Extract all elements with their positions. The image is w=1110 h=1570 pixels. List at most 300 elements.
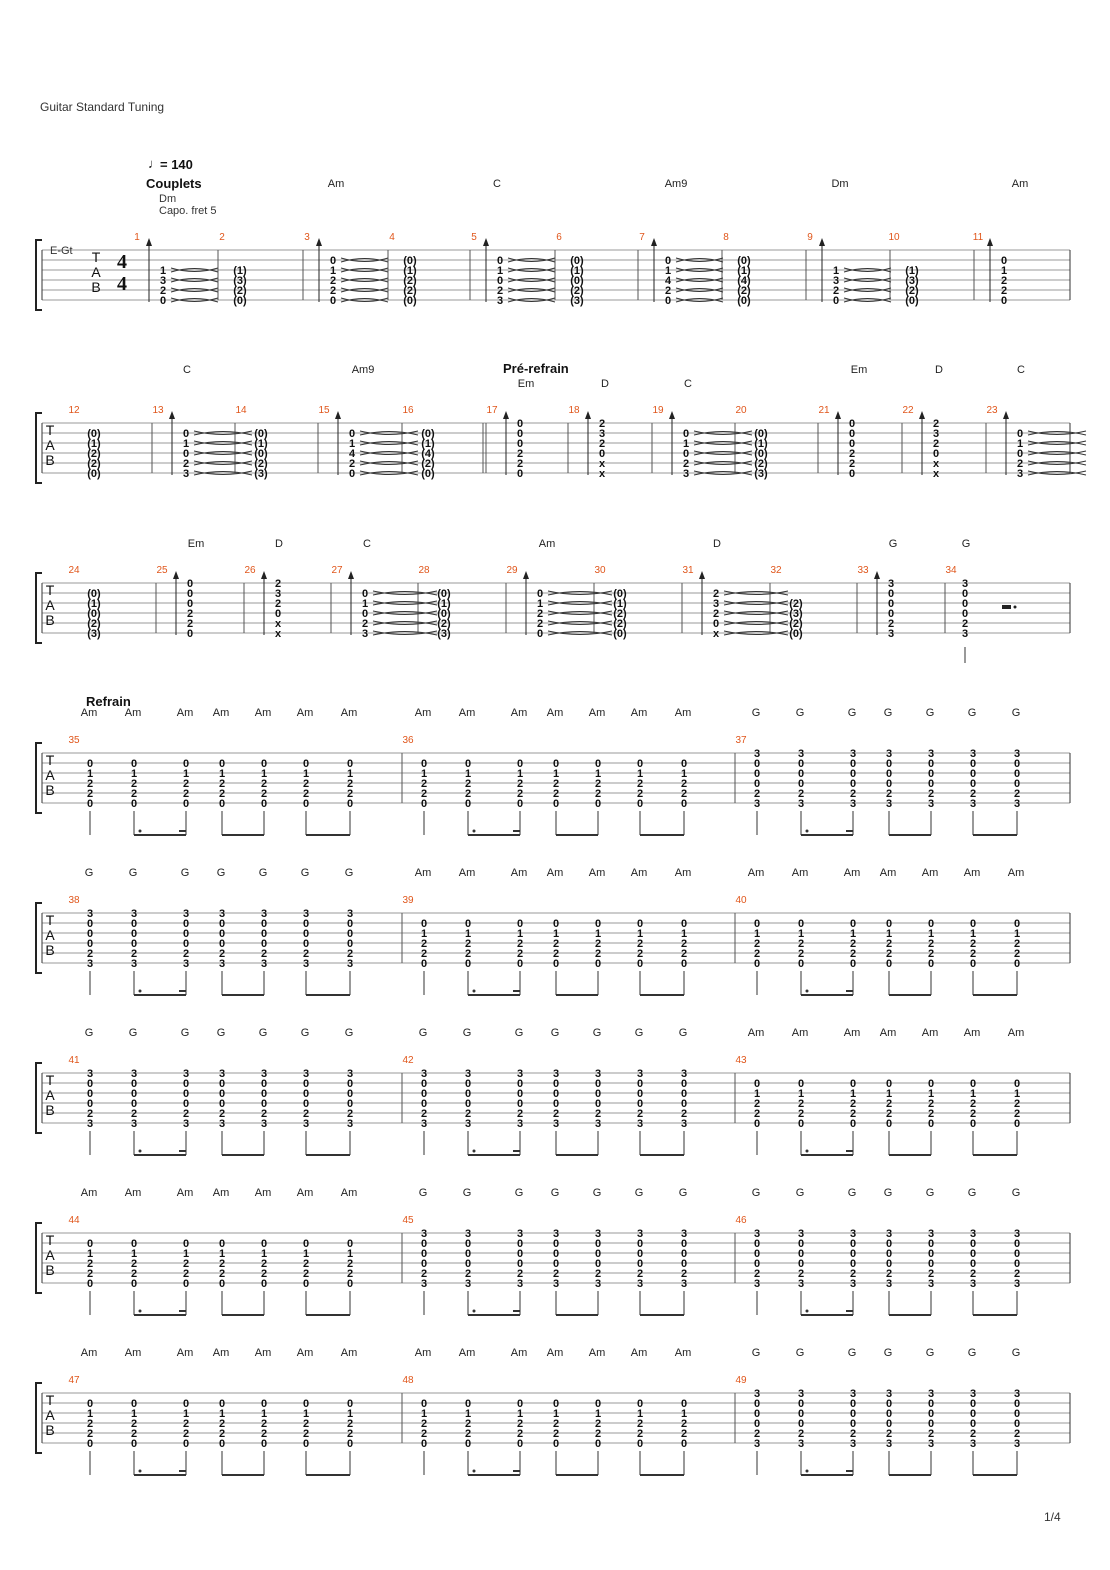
fret-number: 1 [346, 768, 354, 780]
dotted-note-dot [473, 830, 476, 833]
tab-letter-b: B [45, 1422, 55, 1438]
fret-number: 2 [552, 948, 560, 960]
fret-number: (2) [789, 598, 803, 610]
fret-number: 2 [130, 788, 138, 800]
chord-name: Dm [831, 178, 849, 190]
fret-number: 0 [849, 1408, 857, 1420]
fret-number: 3 [927, 1278, 935, 1290]
fret-number: 0 [218, 938, 226, 950]
fret-number: 2 [130, 1258, 138, 1270]
fret-number: 0 [636, 758, 644, 770]
fret-number: 2 [536, 608, 544, 620]
fret-number: 0 [885, 1258, 893, 1270]
fret-number: (0) [613, 628, 627, 640]
fret-number: 3 [712, 598, 720, 610]
chord-name: Am [80, 1187, 98, 1199]
bar-number: 48 [402, 1375, 414, 1386]
chord-name: G [418, 1187, 428, 1199]
page-number: 1/4 [1044, 1510, 1061, 1524]
fret-number: 0 [182, 928, 190, 940]
fret-number: 1 [464, 1408, 472, 1420]
fret-number: 3 [86, 958, 94, 970]
fret-number: x [598, 458, 606, 470]
fret-number: 2 [329, 275, 337, 287]
fret-number: 2 [464, 938, 472, 950]
fret-number: 0 [969, 1238, 977, 1250]
section-label-couplets: Couplets [146, 176, 202, 191]
fret-number: 0 [182, 448, 190, 460]
fret-number: 0 [753, 1118, 761, 1130]
fret-number: 1 [496, 265, 504, 277]
fret-number: (2) [403, 275, 417, 287]
fret-number: 2 [932, 418, 940, 430]
fret-number: 0 [420, 958, 428, 970]
fret-number: 3 [218, 908, 226, 920]
fret-number: 0 [887, 608, 895, 620]
bar-number: 23 [986, 405, 998, 416]
chord-name: G [795, 1347, 805, 1359]
fret-number: 1 [86, 768, 94, 780]
fret-number: 1 [348, 438, 356, 450]
fret-number: 2 [516, 1268, 524, 1280]
fret-number: 1 [182, 1248, 190, 1260]
strum-arrow-head [987, 238, 993, 246]
fret-number: 2 [130, 948, 138, 960]
fret-number: 2 [536, 618, 544, 630]
fret-number: 3 [932, 428, 940, 440]
chord-name: G [550, 1027, 560, 1039]
fret-number: 0 [552, 758, 560, 770]
bar-number: 22 [902, 405, 914, 416]
fret-number: (2) [570, 285, 584, 297]
fret-number: 3 [496, 295, 504, 307]
fret-number: 0 [552, 1248, 560, 1260]
fret-number: 0 [536, 588, 544, 600]
chord-name: G [678, 1027, 688, 1039]
fret-number: 0 [361, 588, 369, 600]
fret-number: (2) [254, 458, 268, 470]
fret-number: 0 [885, 1408, 893, 1420]
fret-number: 3 [86, 908, 94, 920]
tab-letter-b: B [45, 612, 55, 628]
fret-number: 2 [887, 618, 895, 630]
fret-number: 2 [885, 1098, 893, 1110]
fret-number: 3 [636, 1118, 644, 1130]
chord-name: G [514, 1187, 524, 1199]
chord-name: Am [212, 1347, 230, 1359]
fret-number: 1 [218, 1408, 226, 1420]
fret-number: 0 [302, 928, 310, 940]
fret-number: 0 [516, 1398, 524, 1410]
strum-arrow-head [1003, 411, 1009, 419]
system-bracket [36, 573, 42, 643]
chord-name: C [363, 538, 371, 550]
fret-number: 1 [260, 768, 268, 780]
fret-number: (1) [87, 438, 101, 450]
fret-number: (3) [905, 275, 919, 287]
fret-number: 3 [346, 908, 354, 920]
fret-number: 2 [182, 1268, 190, 1280]
fret-number: (0) [421, 468, 435, 480]
fret-number: 3 [594, 1068, 602, 1080]
fret-number: 0 [927, 1118, 935, 1130]
fret-number: 0 [680, 1098, 688, 1110]
fret-number: 0 [1000, 295, 1008, 307]
fret-number: 2 [885, 1268, 893, 1280]
fret-number: 2 [420, 938, 428, 950]
chord-name: D [935, 364, 943, 376]
fret-number: 3 [753, 798, 761, 810]
fret-number: 2 [1013, 788, 1021, 800]
fret-number: 3 [969, 798, 977, 810]
fret-number: 0 [969, 918, 977, 930]
fret-number: 0 [927, 1258, 935, 1270]
fret-number: 2 [130, 1108, 138, 1120]
fret-number: 0 [182, 918, 190, 930]
fret-number: x [932, 468, 940, 480]
fret-number: 0 [753, 1408, 761, 1420]
fret-number: 3 [969, 1388, 977, 1400]
fret-number: 2 [420, 1268, 428, 1280]
fret-number: 0 [636, 1238, 644, 1250]
fret-number: 0 [182, 758, 190, 770]
fret-number: 3 [464, 1118, 472, 1130]
fret-number: 1 [753, 1088, 761, 1100]
tab-letter-a: A [45, 1087, 55, 1103]
strum-arrow-head [146, 238, 152, 246]
fret-number: (2) [737, 285, 751, 297]
chord-name: Am [327, 178, 345, 190]
fret-number: 0 [961, 608, 969, 620]
fret-number: 2 [260, 1428, 268, 1440]
fret-number: 0 [594, 1088, 602, 1100]
fret-number: 1 [346, 1248, 354, 1260]
fret-number: 0 [1013, 1078, 1021, 1090]
fret-number: 3 [885, 1438, 893, 1450]
bar-number: 37 [735, 735, 747, 746]
fret-number: 3 [274, 588, 282, 600]
fret-number: 0 [464, 798, 472, 810]
fret-number: 3 [797, 1388, 805, 1400]
fret-number: (0) [570, 255, 584, 267]
fret-number: 2 [552, 1268, 560, 1280]
chord-name: G [883, 1187, 893, 1199]
fret-number: 0 [961, 588, 969, 600]
fret-number: (1) [905, 265, 919, 277]
fret-number: 0 [961, 598, 969, 610]
fret-number: (3) [789, 608, 803, 620]
instrument-name: E-Gt [50, 245, 73, 257]
fret-number: (2) [613, 618, 627, 630]
fret-number: 0 [420, 1438, 428, 1450]
fret-number: 0 [797, 1398, 805, 1410]
strum-arrow-head [651, 238, 657, 246]
fret-number: 2 [302, 1418, 310, 1430]
fret-number: 0 [680, 1258, 688, 1270]
fret-number: 0 [464, 958, 472, 970]
fret-number: 0 [680, 1078, 688, 1090]
fret-number: 0 [753, 1258, 761, 1270]
fret-number: 0 [636, 1258, 644, 1270]
fret-number: 0 [885, 768, 893, 780]
strum-arrow-head [348, 571, 354, 579]
chord-name: Am [791, 1027, 809, 1039]
fret-number: 2 [420, 1108, 428, 1120]
chord-name: Am [254, 1347, 272, 1359]
chord-name: G [634, 1027, 644, 1039]
fret-number: 3 [361, 628, 369, 640]
chord-name: Am [80, 1347, 98, 1359]
fret-number: 3 [969, 1228, 977, 1240]
fret-number: 0 [552, 1078, 560, 1090]
fret-number: 2 [797, 788, 805, 800]
fret-number: 2 [636, 1428, 644, 1440]
fret-number: 0 [1013, 1408, 1021, 1420]
bar-number: 2 [219, 232, 225, 243]
fret-number: 2 [832, 285, 840, 297]
fret-number: 3 [682, 468, 690, 480]
fret-number: 0 [1013, 1238, 1021, 1250]
fret-number: 0 [218, 1078, 226, 1090]
fret-number: 0 [594, 1238, 602, 1250]
tab-letter-a: A [45, 1247, 55, 1263]
fret-number: 2 [849, 788, 857, 800]
fret-number: 2 [680, 1108, 688, 1120]
fret-number: (2) [421, 458, 435, 470]
fret-number: 0 [680, 918, 688, 930]
fret-number: 0 [680, 1248, 688, 1260]
fret-number: 0 [1000, 255, 1008, 267]
fret-number: 2 [680, 1268, 688, 1280]
fret-number: 3 [680, 1228, 688, 1240]
fret-number: 0 [885, 1398, 893, 1410]
fret-number: 2 [552, 1108, 560, 1120]
fret-number: 2 [636, 788, 644, 800]
fret-number: 2 [130, 1418, 138, 1430]
fret-number: 3 [130, 958, 138, 970]
chord-name: G [795, 707, 805, 719]
chord-name: Am [674, 1347, 692, 1359]
fret-number: 0 [260, 1098, 268, 1110]
fret-number: 1 [927, 928, 935, 940]
fret-number: (2) [233, 285, 247, 297]
chord-name: G [216, 867, 226, 879]
dotted-note-dot [139, 1310, 142, 1313]
fret-number: 0 [927, 958, 935, 970]
fret-number: (1) [754, 438, 768, 450]
fret-number: 0 [302, 938, 310, 950]
system-bracket [36, 1223, 42, 1293]
fret-number: 3 [182, 1068, 190, 1080]
fret-number: 2 [753, 1428, 761, 1440]
dotted-note-dot [473, 1150, 476, 1153]
tab-letter-b: B [45, 782, 55, 798]
fret-number: 0 [516, 428, 524, 440]
bar-number: 11 [972, 232, 984, 243]
fret-number: 2 [346, 1428, 354, 1440]
fret-number: 1 [86, 1248, 94, 1260]
tab-letter-t: T [45, 582, 55, 598]
fret-number: 0 [302, 918, 310, 930]
chord-name: G [795, 1187, 805, 1199]
tab-letter-a: A [45, 767, 55, 783]
fret-number: 1 [552, 928, 560, 940]
fret-number: (1) [87, 598, 101, 610]
fret-number: 0 [1013, 1118, 1021, 1130]
fret-number: 2 [516, 938, 524, 950]
chord-name: Am [879, 867, 897, 879]
fret-number: (0) [737, 255, 751, 267]
fret-number: (3) [87, 628, 101, 640]
fret-number: 0 [182, 1088, 190, 1100]
fret-number: 0 [464, 1258, 472, 1270]
fret-number: 0 [182, 1278, 190, 1290]
fret-number: 0 [346, 1398, 354, 1410]
fret-number: 1 [159, 265, 167, 277]
tab-letter-b: B [91, 279, 101, 295]
fret-number: 0 [260, 1238, 268, 1250]
fret-number: 0 [969, 1248, 977, 1260]
fret-number: 3 [464, 1278, 472, 1290]
chord-name: G [925, 1347, 935, 1359]
fret-number: 2 [594, 1428, 602, 1440]
fret-number: 0 [797, 1258, 805, 1270]
fret-number: 0 [797, 1078, 805, 1090]
chord-name: Am [340, 1187, 358, 1199]
fret-number: 0 [464, 918, 472, 930]
fret-number: 3 [927, 748, 935, 760]
fret-number: 0 [594, 1438, 602, 1450]
fret-number: 0 [348, 428, 356, 440]
fret-number: (1) [737, 265, 751, 277]
fret-number: 2 [464, 948, 472, 960]
fret-number: 0 [464, 1088, 472, 1100]
fret-number: 2 [680, 778, 688, 790]
fret-number: 0 [260, 1078, 268, 1090]
fret-number: 0 [516, 1258, 524, 1270]
fret-number: 0 [969, 758, 977, 770]
fret-number: 1 [329, 265, 337, 277]
fret-number: 2 [464, 1268, 472, 1280]
fret-number: 0 [594, 1258, 602, 1270]
fret-number: 0 [969, 1078, 977, 1090]
fret-number: (2) [87, 618, 101, 630]
fret-number: (0) [254, 428, 268, 440]
fret-number: 0 [594, 1098, 602, 1110]
fret-number: 1 [885, 1088, 893, 1100]
fret-number: 0 [302, 1278, 310, 1290]
fret-number: 0 [1013, 758, 1021, 770]
fret-number: 1 [797, 928, 805, 940]
fret-number: 3 [182, 468, 190, 480]
fret-number: 0 [260, 938, 268, 950]
chord-name: G [1011, 1187, 1021, 1199]
fret-number: 0 [636, 1088, 644, 1100]
bar-number: 33 [857, 565, 869, 576]
fret-number: 3 [885, 1228, 893, 1240]
bar-number: 39 [402, 895, 414, 906]
fret-number: 0 [86, 1078, 94, 1090]
fret-number: x [598, 468, 606, 480]
fret-number: 0 [86, 1438, 94, 1450]
chord-name: Am [124, 1347, 142, 1359]
fret-number: 2 [797, 1268, 805, 1280]
fret-number: 2 [346, 1258, 354, 1270]
fret-number: 0 [346, 1098, 354, 1110]
bar-number: 17 [486, 405, 498, 416]
fret-number: 2 [130, 1268, 138, 1280]
fret-number: (4) [421, 448, 435, 460]
capo-chord-label: Dm [159, 193, 177, 205]
fret-number: 2 [932, 438, 940, 450]
chord-name: Am [124, 707, 142, 719]
fret-number: 3 [797, 748, 805, 760]
strum-arrow-head [699, 571, 705, 579]
chord-name: Am [1011, 178, 1029, 190]
chord-name: G [883, 1347, 893, 1359]
fret-number: 2 [552, 778, 560, 790]
fret-number: 0 [1016, 448, 1024, 460]
fret-number: 2 [516, 1418, 524, 1430]
fret-number: 0 [302, 1098, 310, 1110]
dotted-note-dot [806, 1150, 809, 1153]
fret-number: 0 [420, 1248, 428, 1260]
fret-number: 1 [346, 1408, 354, 1420]
chord-name: D [275, 538, 283, 550]
bar-number: 12 [68, 405, 80, 416]
fret-number: 2 [420, 778, 428, 790]
fret-number: 0 [753, 768, 761, 780]
fret-number: 3 [130, 1118, 138, 1130]
fret-number: 0 [552, 918, 560, 930]
fret-number: 3 [961, 578, 969, 590]
fret-number: 2 [464, 1418, 472, 1430]
fret-number: 3 [598, 428, 606, 440]
fret-number: 2 [598, 438, 606, 450]
fret-number: 0 [594, 758, 602, 770]
fret-number: (0) [421, 428, 435, 440]
fret-number: 0 [302, 798, 310, 810]
fret-number: 0 [797, 958, 805, 970]
fret-number: 2 [1013, 948, 1021, 960]
fret-number: 3 [260, 1068, 268, 1080]
dotted-note-dot [806, 990, 809, 993]
fret-number: 1 [130, 1408, 138, 1420]
fret-number: 3 [302, 958, 310, 970]
fret-number: 2 [86, 788, 94, 800]
fret-number: 2 [218, 948, 226, 960]
fret-number: 0 [849, 958, 857, 970]
fret-number: 0 [218, 798, 226, 810]
fret-number: 1 [636, 768, 644, 780]
fret-number: 0 [182, 938, 190, 950]
fret-number: 0 [346, 928, 354, 940]
fret-number: 1 [218, 768, 226, 780]
fret-number: 2 [797, 1428, 805, 1440]
fret-number: (2) [87, 448, 101, 460]
system-bracket [36, 413, 42, 483]
fret-number: 2 [346, 1268, 354, 1280]
bar-number: 30 [594, 565, 606, 576]
bar-number: 46 [735, 1215, 747, 1226]
fret-number: 0 [636, 1438, 644, 1450]
fret-number: 1 [664, 265, 672, 277]
fret-number: 2 [260, 778, 268, 790]
fret-number: 0 [464, 1078, 472, 1090]
fret-number: 3 [218, 1118, 226, 1130]
fret-number: 0 [680, 758, 688, 770]
fret-number: 0 [887, 588, 895, 600]
